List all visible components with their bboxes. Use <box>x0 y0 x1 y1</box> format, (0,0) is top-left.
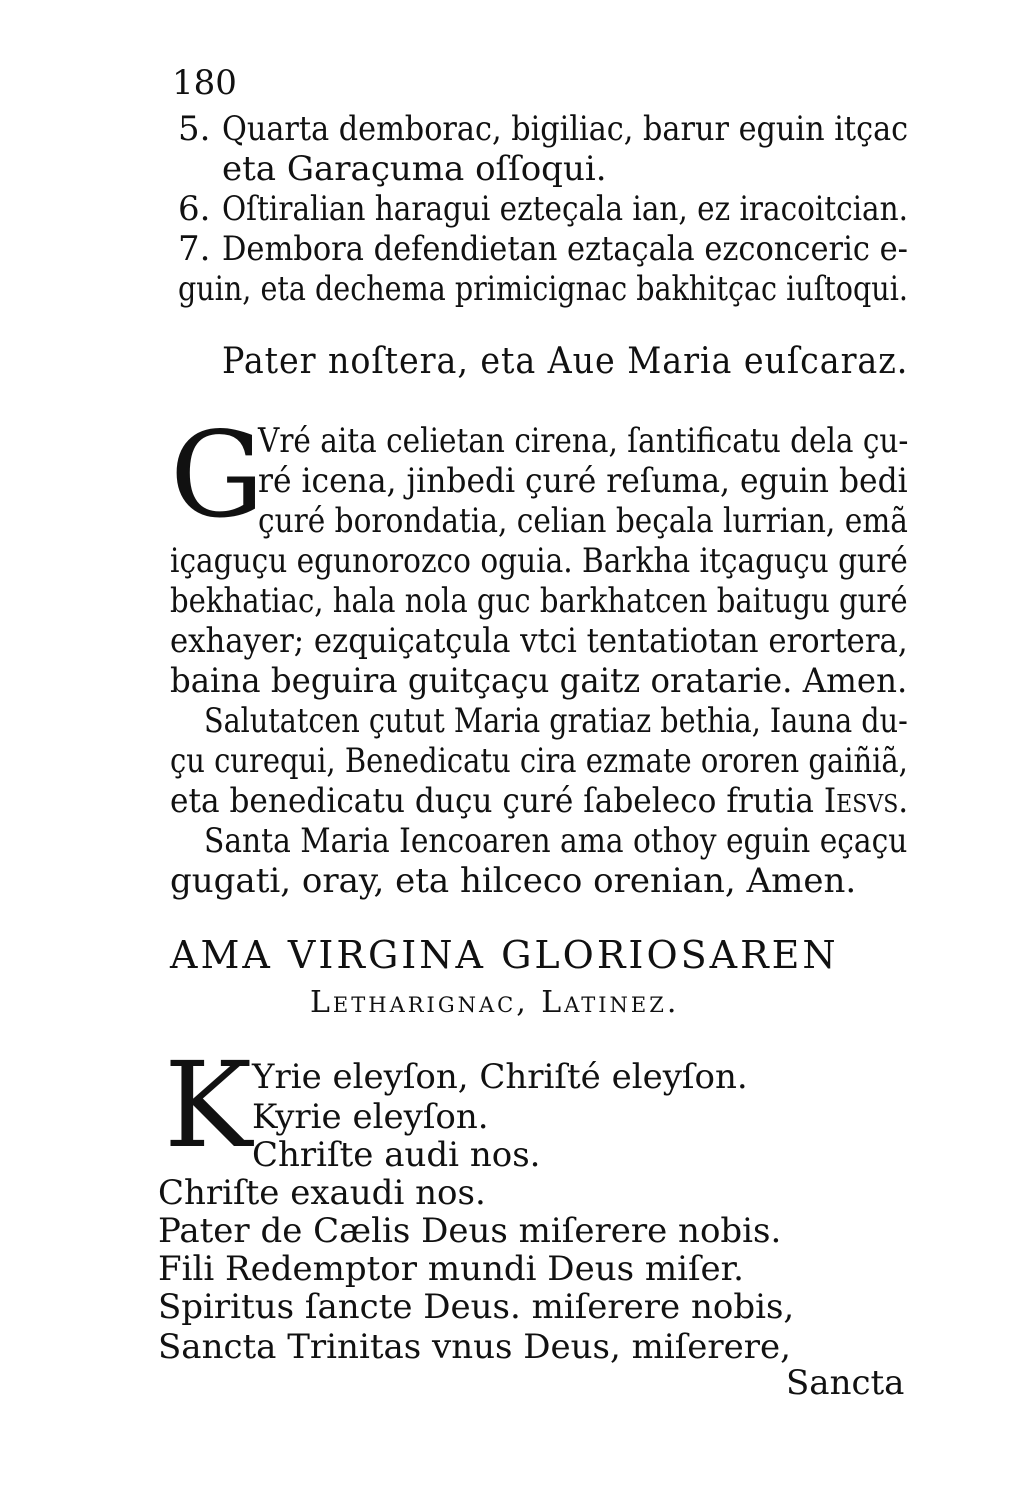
pater-line: bekhatiac, hala nola guc barkhatcen baitugu guré <box>170 581 908 621</box>
catchword: Sancta <box>786 1363 905 1403</box>
litany-dropcap: K <box>164 1036 253 1174</box>
list-item-7-line-1: Dembora defendietan eztaçala ezconceric e- <box>222 229 908 269</box>
page-number: 180 <box>172 63 237 103</box>
litany-subheading: Letharignac, Latinez. <box>310 985 680 1020</box>
ave-line: Salutatcen çutut Maria gratiaz bethia, Iauna du- <box>204 701 908 741</box>
list-item-6-line-1: Oſtiralian haragui ezteçala ian, ez iracoitcian. <box>222 189 908 229</box>
ave-name: Iesvs. <box>823 781 909 821</box>
pater-line: exhayer; ezquiçatçula vtci tentatiotan erortera, <box>170 621 908 661</box>
list-item-5-number: 5. <box>178 109 211 149</box>
santa-line: gugati, oray, eta hilceco orenian, Amen. <box>170 861 857 901</box>
litany-line: Spiritus ſancte Deus. miſerere nobis, <box>158 1287 795 1327</box>
litany-line: Chriſte audi nos. <box>252 1135 541 1175</box>
list-item-5-line-1: Quarta demborac, bigiliac, barur eguin itçac <box>222 109 909 149</box>
ave-line: eta benedicatu duçu çuré ſabeleco frutia <box>170 781 814 821</box>
ave-line: çu curequi, Benedicatu cira ezmate ororen gaiñiã, <box>170 741 908 781</box>
pater-line: baina beguira guitçaçu gaitz oratarie. Amen. <box>170 661 908 701</box>
litany-line: Yrie eleyſon, Chriſté eleyſon. <box>252 1057 748 1097</box>
pater-dropcap: G <box>170 406 265 544</box>
litany-line: Sancta Trinitas vnus Deus, miſerere, <box>158 1327 791 1367</box>
pater-heading: Pater noſtera, eta Aue Maria euſcaraz. <box>222 341 909 382</box>
list-item-5-line-2: eta Garaçuma oſſoqui. <box>222 149 607 189</box>
ave-line-last <box>170 781 909 821</box>
litany-line: Kyrie eleyſon. <box>252 1097 489 1137</box>
list-item-7-number: 7. <box>178 229 211 269</box>
pater-line: Vré aita celietan cirena, ſantificatu dela çu- <box>258 421 909 461</box>
pater-line: çuré borondatia, celian beçala lurrian, emã <box>258 501 908 541</box>
pater-line: içaguçu egunorozco oguia. Barkha itçaguçu guré <box>170 541 908 581</box>
list-item-7-line-2: guin, eta dechema primicignac bakhitçac iuſtoqui. <box>178 269 908 309</box>
pater-line: ré icena, jinbedi çuré reſuma, eguin bedi <box>258 461 908 501</box>
litany-heading: AMA VIRGINA GLORIOSAREN <box>170 933 839 977</box>
litany-line: Fili Redemptor mundi Deus miſer. <box>158 1249 744 1289</box>
santa-line: Santa Maria Iencoaren ama othoy eguin eçaçu <box>204 821 908 861</box>
list-item-6-number: 6. <box>178 189 211 229</box>
litany-line: Chriſte exaudi nos. <box>158 1173 486 1213</box>
litany-line: Pater de Cælis Deus miſerere nobis. <box>158 1211 782 1251</box>
